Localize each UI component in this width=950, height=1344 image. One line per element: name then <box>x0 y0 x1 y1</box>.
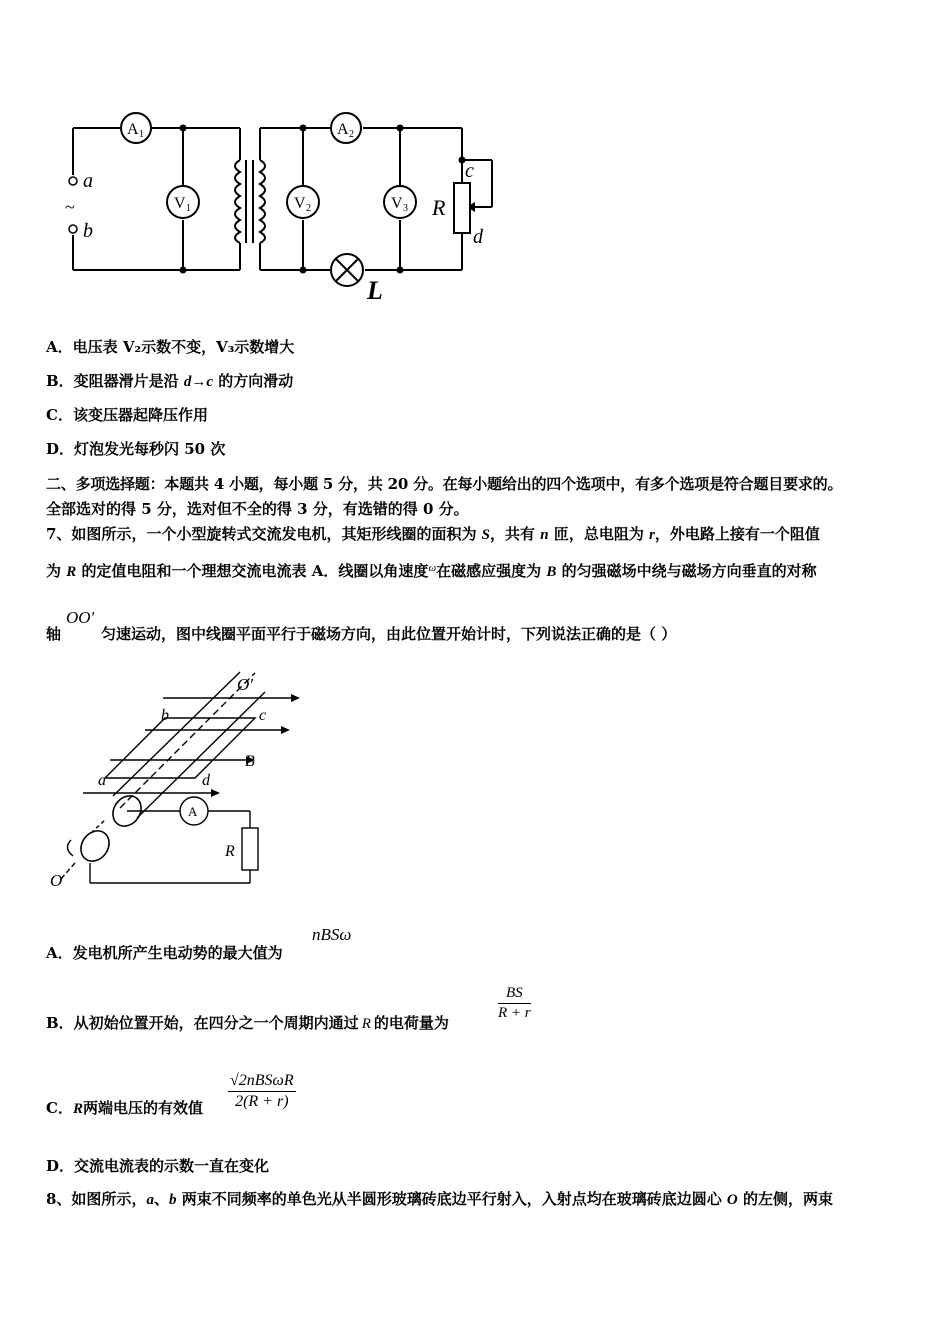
q8-l1-a-var: a <box>146 1192 154 1208</box>
q7-l1-a: 7、如图所示，一个小型旋转式交流发电机，其矩形线圈的面积为 <box>46 525 482 543</box>
terminal-b-label: b <box>83 220 93 242</box>
q7-option-b-denominator: R + r <box>498 1005 531 1021</box>
ac-tilde-label: ~ <box>65 197 75 217</box>
q6-option-c: C．该变压器起降压作用 <box>46 406 208 424</box>
ammeter-a2-sub: 2 <box>349 129 354 140</box>
q7-stem-line3: 匀速运动，图中线圈平面平行于磁场方向，由此位置开始计时，下列说法正确的是（ ） <box>101 625 677 643</box>
q6-option-b-pre: B．变阻器滑片是沿 <box>46 372 184 390</box>
transformer-circuit-figure <box>55 105 575 305</box>
section2-heading-line1: 二、多项选择题：本题共 4 小题，每小题 5 分，共 20 分。在每小题给出的四个选项中，有多个选项是符合题目要求的。 <box>46 475 843 493</box>
axis-o-label: O <box>50 871 63 890</box>
q7-l2-d: 的匀强磁场中绕与磁场方向垂直的对称 <box>556 562 817 580</box>
q7-option-c-denominator: 2(R + r) <box>235 1093 289 1110</box>
q6-option-a: A．电压表 V₂示数不变，V₃示数增大 <box>46 338 295 356</box>
q8-l1-o: O <box>726 1192 738 1208</box>
q7-option-b <box>46 1012 449 1033</box>
q7-option-c-label: C． <box>46 1099 73 1117</box>
q7-option-a: A．发电机所产生电动势的最大值为 <box>46 944 283 962</box>
q6-option-b-math: d→c <box>183 374 214 390</box>
voltmeter-v2-sub: 2 <box>306 203 311 214</box>
resistor-r-label: R <box>432 195 446 220</box>
q8-l1-b-var: b <box>168 1192 177 1208</box>
section2-heading-line2: 全部选对的得 5 分，选对但不全的得 3 分，有选错的得 0 分。 <box>46 500 469 518</box>
ammeter-a1-sub: 1 <box>139 129 144 140</box>
q8-l1-d: 的左侧，两束 <box>737 1190 833 1208</box>
q7-option-c <box>46 1097 203 1118</box>
q6-option-b-post: 的方向滑动 <box>213 372 294 390</box>
q8-stem-line1 <box>46 1188 833 1209</box>
q8-l1-sep: 、 <box>153 1190 169 1208</box>
slider-d-label: d <box>473 226 483 248</box>
q7-option-c-fraction <box>228 1072 296 1111</box>
ammeter-a2-label: A <box>337 121 349 138</box>
axis-o-prime-label: O′ <box>237 675 253 694</box>
q7-option-c-numerator: √2nBSωR <box>228 1072 296 1092</box>
q7-l2-b: 的定值电阻和一个理想交流电流表 A．线圈以角速度 <box>76 562 429 580</box>
q7-option-b-pre: B．从初始位置开始，在四分之一个周期内通过 <box>46 1014 359 1032</box>
q7-stem-line1 <box>46 523 820 544</box>
q7-stem-line3-label: 轴 <box>46 625 62 643</box>
resistor-label: R <box>225 843 235 860</box>
coil-b-label: b <box>161 707 169 724</box>
coil-a-label: a <box>98 772 106 789</box>
voltmeter-v1-sub: 1 <box>186 203 191 214</box>
q8-l1-c: 两束不同频率的单色光从半圆形玻璃砖底边平行射入，入射点均在玻璃砖底边圆心 <box>176 1190 727 1208</box>
q7-l1-r: r <box>649 527 655 543</box>
q6-option-d: D．灯泡发光每秒闪 50 次 <box>46 440 226 458</box>
q7-l2-c: 在磁感应强度为 <box>436 562 547 580</box>
terminal-a-label: a <box>83 170 93 192</box>
q7-l2-R: R <box>66 564 77 580</box>
q7-axis-symbol: OO′ <box>66 608 95 627</box>
q7-l2-a: 为 <box>46 562 67 580</box>
q7-option-b-r: R <box>361 1016 371 1032</box>
q7-option-a-expr: nBSω <box>312 925 352 944</box>
q7-l2-B: B <box>546 564 557 580</box>
coil-c-label: c <box>259 707 267 724</box>
q7-l1-b: ，共有 <box>490 525 541 543</box>
voltmeter-v2-label: V <box>294 195 306 212</box>
generator-figure <box>45 668 325 908</box>
voltmeter-v3-sub: 3 <box>403 203 408 214</box>
q7-option-b-post: 的电荷量为 <box>373 1014 449 1032</box>
coil-d-label: d <box>202 772 210 789</box>
q7-l1-n: n <box>540 527 549 543</box>
q7-l1-d: ，外电路上接有一个阻值 <box>654 525 820 543</box>
q6-option-b <box>46 370 293 391</box>
slider-c-label: c <box>465 160 474 182</box>
q7-l1-S: S <box>481 527 491 543</box>
ammeter-a1-label: A <box>127 121 139 138</box>
q7-option-b-fraction <box>498 985 531 1022</box>
q7-stem-line2 <box>46 560 817 581</box>
voltmeter-v3-label: V <box>391 195 403 212</box>
q7-option-d: D．交流电流表的示数一直在变化 <box>46 1157 270 1175</box>
field-b-label: B <box>245 753 255 770</box>
q7-option-c-text: 两端电压的有效值 <box>82 1099 203 1117</box>
lamp-l-label: L <box>367 276 383 305</box>
q8-l1-a: 8、如图所示， <box>46 1190 147 1208</box>
ammeter-label: A <box>188 804 198 819</box>
q7-option-b-numerator: BS <box>498 985 531 1004</box>
q7-l1-c: 匝，总电阻为 <box>548 525 650 543</box>
q7-option-c-r: R <box>72 1101 83 1117</box>
q7-l2-omega: ω <box>428 562 437 574</box>
voltmeter-v1-label: V <box>174 195 186 212</box>
